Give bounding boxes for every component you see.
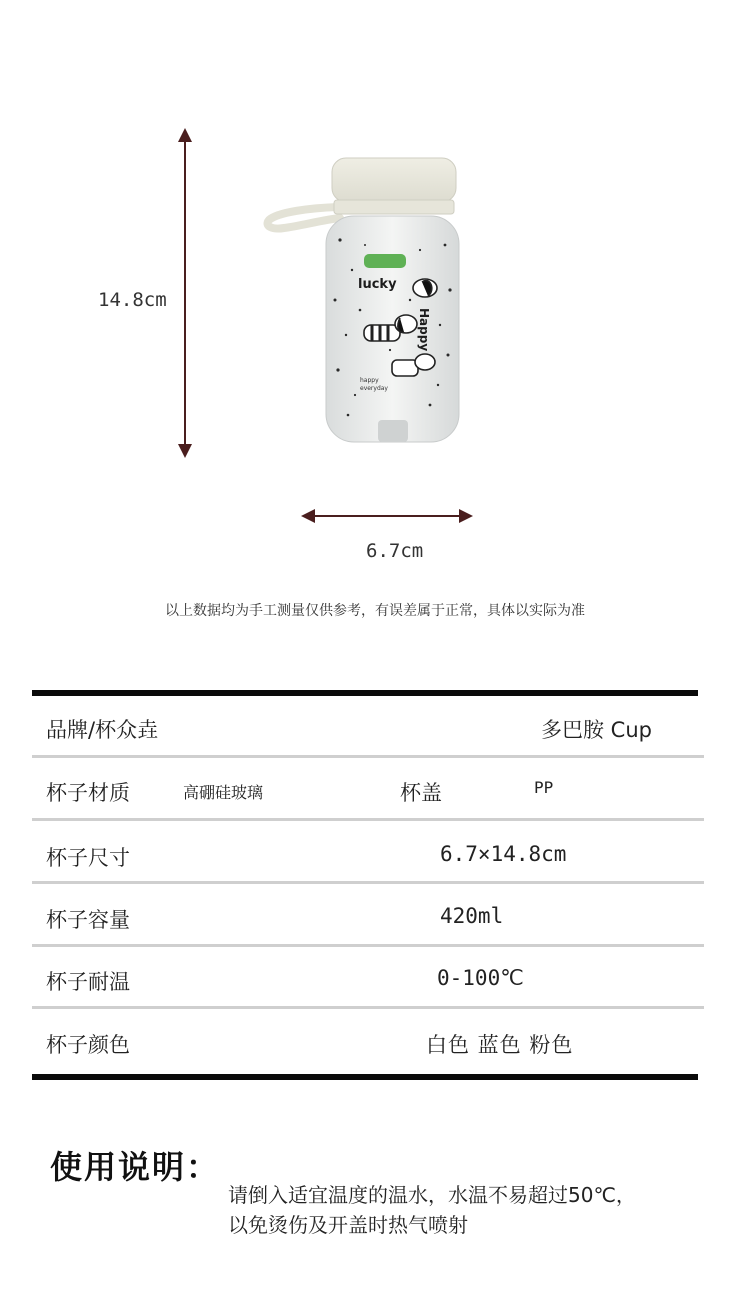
size-label: 杯子尺寸	[46, 846, 130, 870]
usage-line-2: 以免烫伤及开盖时热气喷射	[228, 1213, 468, 1237]
colors-value: 白色 蓝色 粉色	[426, 1033, 574, 1057]
capacity-value: 420ml	[440, 904, 504, 928]
row-divider	[32, 1006, 704, 1009]
height-arrow	[184, 140, 186, 448]
height-arrow-bottom	[178, 444, 192, 458]
brand-label: 品牌/杯众垚	[46, 718, 159, 742]
capacity-label: 杯子容量	[46, 908, 130, 932]
height-label: 14.8cm	[98, 289, 167, 311]
cup-image	[260, 150, 470, 450]
table-top-border	[32, 690, 698, 696]
width-label: 6.7cm	[366, 540, 424, 562]
size-value: 6.7×14.8cm	[440, 842, 567, 866]
cup-print-lucky: lucky	[358, 277, 397, 292]
row-divider	[32, 755, 704, 758]
cup-print-everyday: everyday	[360, 385, 388, 392]
lid-value: PP	[534, 778, 554, 797]
temperature-label: 杯子耐温	[46, 970, 130, 994]
table-bottom-border	[32, 1074, 698, 1080]
material-label: 杯子材质	[46, 781, 130, 805]
brand-value: 多巴胺 Cup	[541, 718, 652, 742]
lid-label: 杯盖	[400, 781, 442, 805]
usage-line-1: 请倒入适宜温度的温水，水温不易超过50℃，	[228, 1183, 636, 1207]
row-divider	[32, 881, 704, 884]
material-value: 高硼硅玻璃	[183, 783, 264, 802]
row-divider	[32, 944, 704, 947]
cup-print-happy: Happy	[417, 308, 431, 352]
width-arrow-left	[301, 509, 315, 523]
cup-print-happy-small: happy	[360, 377, 379, 384]
measurement-note: 以上数据均为手工测量仅供参考，有误差属于正常，具体以实际为准	[165, 603, 585, 619]
usage-title: 使用说明：	[50, 1148, 221, 1186]
width-arrow-right	[459, 509, 473, 523]
temperature-value: 0-100℃	[437, 966, 524, 990]
colors-label: 杯子颜色	[46, 1033, 130, 1057]
width-arrow	[314, 515, 462, 517]
row-divider	[32, 818, 704, 821]
